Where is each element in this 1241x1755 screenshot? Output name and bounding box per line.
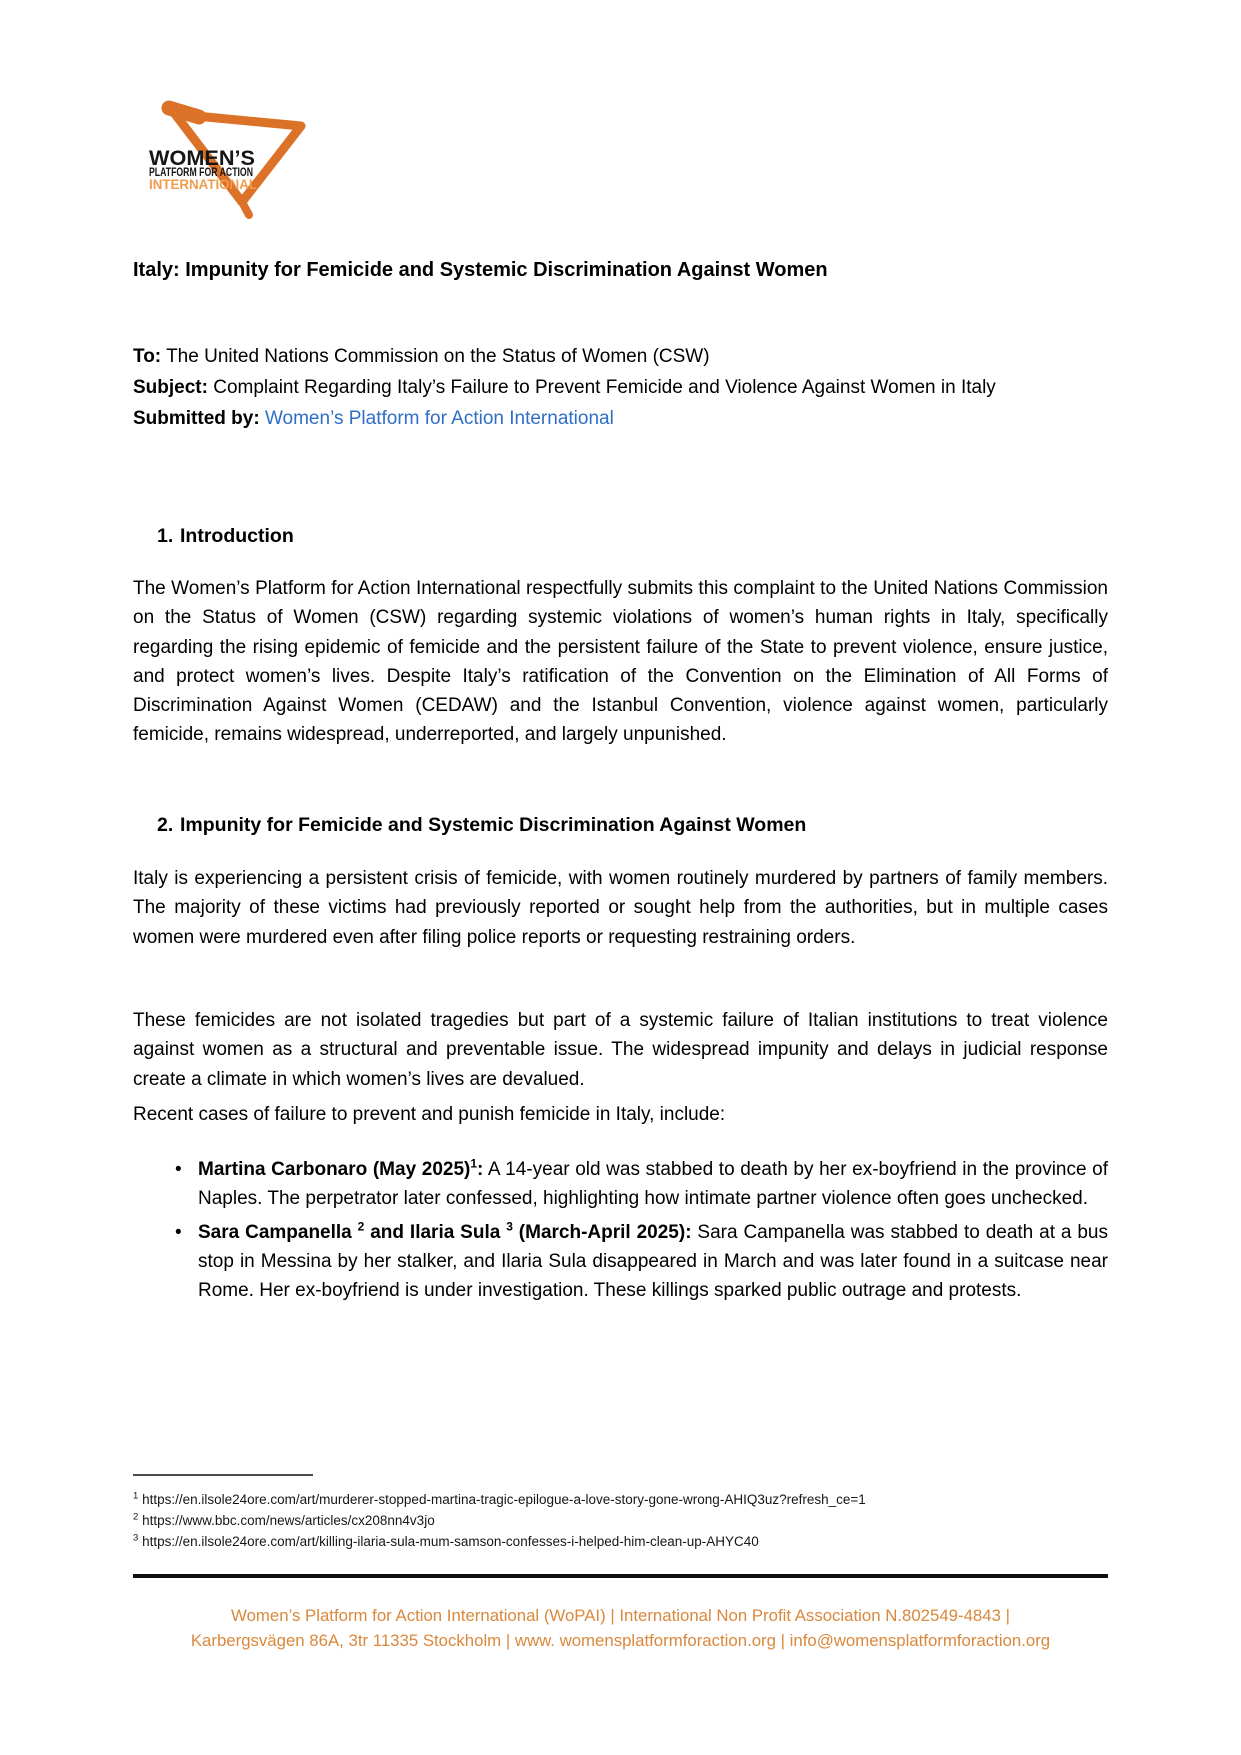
footnotes-section	[133, 1466, 1108, 1552]
footnote-url: https://en.ilsole24ore.com/art/killing-ilaria-sula-mum-samson-confesses-i-helped-him-clean-up-AHYC40	[142, 1534, 759, 1549]
footnote-number: 3	[133, 1532, 139, 1544]
subject-value: Complaint Regarding Italy’s Failure to Prevent Femicide and Violence Against Women in Italy	[213, 377, 996, 398]
logo-brush-accent-icon	[169, 108, 199, 117]
case-name: Martina Carbonaro (May 2025)	[198, 1159, 471, 1180]
section-heading-introduction	[133, 522, 1108, 551]
logo-tail-icon	[242, 202, 249, 215]
submitted-label: Submitted by:	[133, 408, 260, 429]
footnote-separator	[133, 1474, 313, 1476]
wopai-logo	[138, 84, 338, 224]
document-title: Italy: Impunity for Femicide and Systemic Discrimination Against Women	[133, 259, 828, 281]
case-text: Sara Campanella was stabbed to death at a bus stop in Messina by her stalker, and Ilaria Sula disappeared in March and was later found in a suitcase near Rome. Her ex-boyfriend is under investigation. These killings sparked public outrage and protests.	[198, 1221, 1108, 1302]
footnote-ref-2: 2	[357, 1219, 365, 1234]
submitted-by-link[interactable]: Women’s Platform for Action International	[264, 408, 614, 429]
to-label: To:	[133, 346, 162, 367]
letter-meta	[133, 341, 1108, 434]
page-footer	[133, 1603, 1108, 1653]
footer-line-2: Karbergsvägen 86A, 3tr 11335 Stockholm | www. womensplatformforaction.org | info@womensplatformforaction.org	[190, 1631, 1051, 1650]
case-list	[133, 1155, 1108, 1309]
case-date: (March-April 2025):	[512, 1221, 692, 1243]
submitted-line	[133, 403, 1108, 434]
logo-tagline: PLATFORM FOR ACTION	[149, 167, 253, 179]
paragraph-systemic-failure: These femicides are not isolated tragedies but part of a systemic failure of Italian institutions to treat violence against women as a structural and preventable issue. The widespread impunity and delays in judicial response create a climate in which women’s lives are devalued.	[133, 1010, 1108, 1090]
footnote-url: https://en.ilsole24ore.com/art/murderer-stopped-martina-tragic-epilogue-a-love-story-gone-wrong-AHIQ3uz?refresh_ce=1	[142, 1492, 866, 1507]
logo-region: INTERNATIONAL	[149, 177, 257, 192]
footnote-number: 1	[133, 1490, 139, 1502]
case-item-sara-ilaria	[198, 1218, 1108, 1306]
footer-line-1: Women’s Platform for Action International (WoPAI) | International Non Profit Association N.802549-4843 |	[231, 1606, 1010, 1625]
case-colon: :	[477, 1159, 484, 1180]
paragraph-list-intro: Recent cases of failure to prevent and punish femicide in Italy, include:	[133, 1104, 726, 1125]
footnote-url: https://www.bbc.com/news/articles/cx208nn4v3jo	[142, 1513, 435, 1528]
section-title: Impunity for Femicide and Systemic Discrimination Against Women	[180, 814, 807, 836]
subject-line	[133, 372, 1108, 403]
section-number: 2.	[157, 814, 174, 836]
footnote-ref-3: 3	[506, 1219, 513, 1234]
paragraph-crisis: Italy is experiencing a persistent crisis of femicide, with women routinely murdered by partners of family members. The majority of these victims had previously reported or sought help from the authorities, but in multiple cases women were murdered even after filing police reports or requesting restraining orders.	[133, 868, 1108, 948]
footnote-2	[133, 1510, 1108, 1531]
to-value: The United Nations Commission on the Status of Women (CSW)	[166, 346, 710, 367]
footer-divider	[133, 1574, 1108, 1578]
case-name: Sara Campanella	[198, 1221, 358, 1243]
footnote-1	[133, 1489, 1108, 1510]
footnote-ref-1: 1	[470, 1156, 478, 1171]
section-number: 1.	[157, 525, 174, 547]
footnote-3	[133, 1531, 1108, 1552]
section-heading-impunity	[133, 811, 1108, 840]
case-text: A 14-year old was stabbed to death by her ex-boyfriend in the province of Naples. The perpetrator later confessed, highlighting how intimate partner violence often goes unchecked.	[198, 1159, 1109, 1210]
recipient-line	[133, 341, 1108, 372]
paragraph-introduction: The Women’s Platform for Action International respectfully submits this complaint to the United Nations Commission on the Status of Women (CSW) regarding systemic violations of women’s human rights in Italy, specifically regarding the rising epidemic of femicide and the persistent failure of the State to prevent violence, ensure justice, and protect women’s lives. Despite Italy’s ratification of the Convention on the Elimination of All Forms of Discrimination Against Women (CEDAW) and the Istanbul Convention, violence against women, particularly femicide, remains widespread, underreported, and largely unpunished.	[133, 578, 1108, 746]
logo-name: WOMEN’S	[149, 147, 255, 170]
subject-label: Subject:	[133, 377, 208, 398]
case-item-martina-carbonaro	[198, 1155, 1108, 1214]
footnote-number: 2	[133, 1511, 139, 1523]
section-title: Introduction	[180, 525, 294, 547]
case-name-2: and Ilaria Sula	[364, 1221, 507, 1243]
